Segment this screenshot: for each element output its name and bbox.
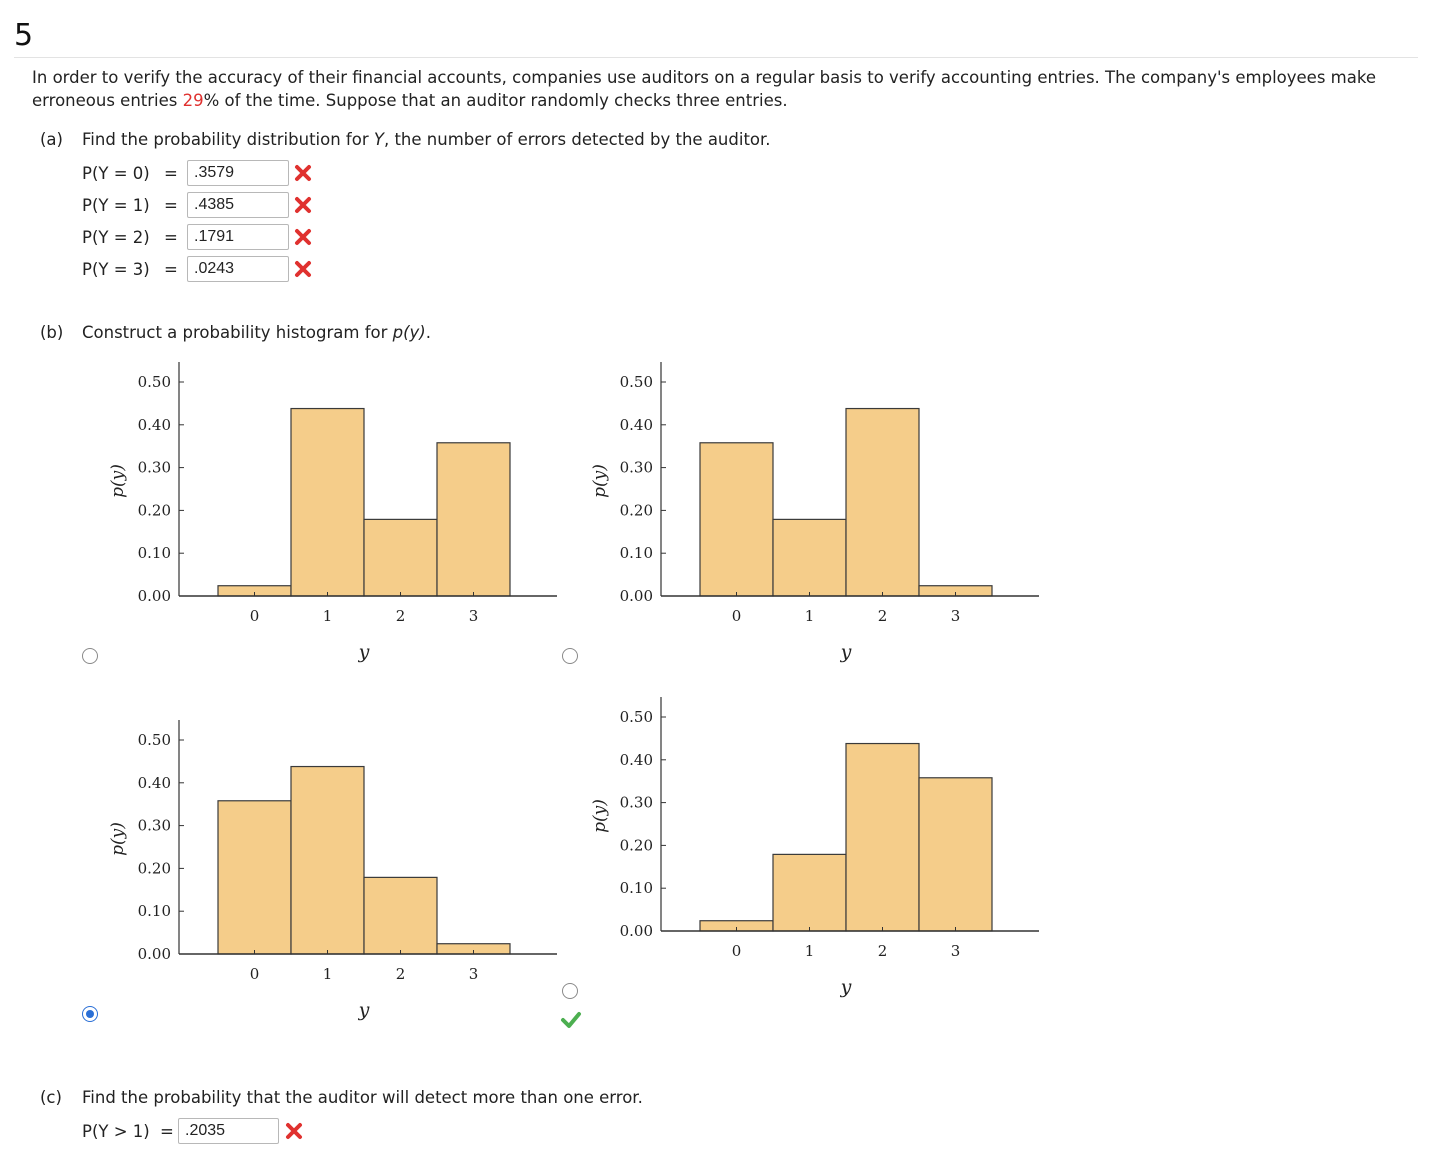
x-tick-label: 1 [804, 607, 815, 625]
prob-label: P(Y = 1) [82, 196, 150, 215]
y-tick-label: 0.10 [137, 544, 171, 563]
part-a-text: Find the probability distribution for [82, 130, 374, 149]
x-tick-label: 0 [731, 942, 742, 960]
x-axis-label: y [840, 976, 852, 998]
equals-sign: = [164, 164, 178, 183]
part-b-prompt [40, 323, 431, 342]
y-axis-label: p(y) [590, 464, 610, 498]
part-a-label: (a) [40, 130, 63, 149]
bar-1 [773, 519, 846, 596]
x-tick-label: 1 [322, 965, 333, 983]
x-axis-label: y [358, 641, 370, 663]
bar-2 [846, 744, 919, 931]
x-tick-label: 0 [731, 607, 742, 625]
part-a-text-end: , the number of errors detected by the auditor. [383, 130, 771, 149]
y-tick-label: 0.50 [137, 373, 171, 391]
y-tick-label: 0.20 [619, 501, 653, 520]
bar-1 [291, 409, 364, 596]
x-tick-label: 3 [468, 965, 479, 983]
equals-sign: = [160, 1122, 174, 1141]
part-c-label: (c) [40, 1088, 62, 1107]
y-tick-label: 0.40 [619, 415, 653, 434]
checkmark-icon [560, 1010, 582, 1030]
x-mark-icon [293, 259, 313, 279]
part-b-var: p(y) [392, 323, 426, 342]
part-c-prompt [40, 1088, 643, 1107]
x-tick-label: 2 [877, 942, 888, 960]
x-tick-label: 2 [395, 965, 406, 983]
y-tick-label: 0.10 [619, 879, 653, 898]
y-axis-label: p(y) [108, 464, 128, 498]
y-tick-label: 0.30 [619, 458, 653, 477]
y-tick-label: 0.50 [137, 731, 171, 749]
intro-text: In order to verify the accuracy of their financial accounts, companies use auditors on a regular basis to verify accounting entries. The company's employees make erroneous entries [32, 68, 1376, 110]
intro-text-end: % of the time. Suppose that an auditor randomly checks three entries. [203, 91, 788, 110]
part-a-prompt [40, 130, 771, 149]
x-tick-label: 0 [249, 607, 260, 625]
prob-label: P(Y = 2) [82, 228, 150, 247]
histogram-option-1 [95, 355, 565, 675]
x-tick-label: 0 [249, 965, 260, 983]
x-axis-label: y [358, 999, 370, 1021]
bar-2 [364, 877, 437, 954]
x-tick-label: 2 [877, 607, 888, 625]
part-a-var: Y [373, 130, 384, 149]
radio-option-4[interactable] [562, 983, 578, 999]
prob-input-y0[interactable] [187, 160, 289, 186]
radio-option-2[interactable] [562, 648, 578, 664]
y-tick-label: 0.40 [137, 415, 171, 434]
y-tick-label: 0.40 [137, 773, 171, 792]
prob-input-y1[interactable] [187, 192, 289, 218]
prob-input-y3[interactable] [187, 256, 289, 282]
y-tick-label: 0.20 [137, 501, 171, 520]
y-axis-label: p(y) [590, 799, 610, 833]
prob-input-gt1[interactable] [178, 1118, 279, 1144]
prob-label: P(Y = 3) [82, 260, 150, 279]
prob-label: P(Y = 0) [82, 164, 150, 183]
part-c-text: Find the probability that the auditor will detect more than one error. [82, 1088, 643, 1107]
y-tick-label: 0.30 [137, 458, 171, 477]
bar-0 [218, 801, 291, 954]
x-mark-icon [293, 195, 313, 215]
bar-2 [846, 409, 919, 596]
y-tick-label: 0.30 [619, 793, 653, 812]
prob-label: P(Y > 1) [82, 1122, 150, 1141]
x-tick-label: 3 [468, 607, 479, 625]
histogram-option-3 [95, 713, 565, 1033]
equals-sign: = [164, 260, 178, 279]
error-rate-value: 29 [182, 91, 204, 110]
equals-sign: = [164, 228, 178, 247]
y-tick-label: 0.40 [619, 750, 653, 769]
question-number: 5 [14, 18, 34, 53]
y-tick-label: 0.50 [619, 708, 653, 726]
y-tick-label: 0.00 [137, 587, 171, 605]
prob-input-y2[interactable] [187, 224, 289, 250]
x-tick-label: 3 [950, 607, 961, 625]
bar-2 [364, 519, 437, 596]
radio-option-3[interactable] [82, 1006, 98, 1022]
y-axis-label: p(y) [108, 822, 128, 856]
bar-3 [919, 778, 992, 931]
question-intro [32, 66, 1412, 112]
x-tick-label: 1 [804, 942, 815, 960]
bar-0 [700, 443, 773, 596]
y-tick-label: 0.00 [619, 587, 653, 605]
histogram-option-2 [577, 355, 1047, 675]
part-b-label: (b) [40, 323, 64, 342]
equals-sign: = [164, 196, 178, 215]
bar-1 [773, 854, 846, 931]
x-tick-label: 3 [950, 942, 961, 960]
part-b-text-end: . [425, 323, 431, 342]
radio-option-1[interactable] [82, 648, 98, 664]
part-b-text: Construct a probability histogram for [82, 323, 393, 342]
x-mark-icon [293, 163, 313, 183]
divider [14, 57, 1418, 58]
y-tick-label: 0.10 [137, 902, 171, 921]
y-tick-label: 0.10 [619, 544, 653, 563]
bar-1 [291, 767, 364, 954]
y-tick-label: 0.00 [619, 922, 653, 940]
x-mark-icon [284, 1121, 304, 1141]
y-tick-label: 0.20 [619, 836, 653, 855]
y-tick-label: 0.50 [619, 373, 653, 391]
histogram-option-4 [577, 690, 1047, 1010]
x-axis-label: y [840, 641, 852, 663]
x-mark-icon [293, 227, 313, 247]
y-tick-label: 0.30 [137, 816, 171, 835]
x-tick-label: 1 [322, 607, 333, 625]
x-tick-label: 2 [395, 607, 406, 625]
y-tick-label: 0.00 [137, 945, 171, 963]
y-tick-label: 0.20 [137, 859, 171, 878]
bar-3 [437, 443, 510, 596]
